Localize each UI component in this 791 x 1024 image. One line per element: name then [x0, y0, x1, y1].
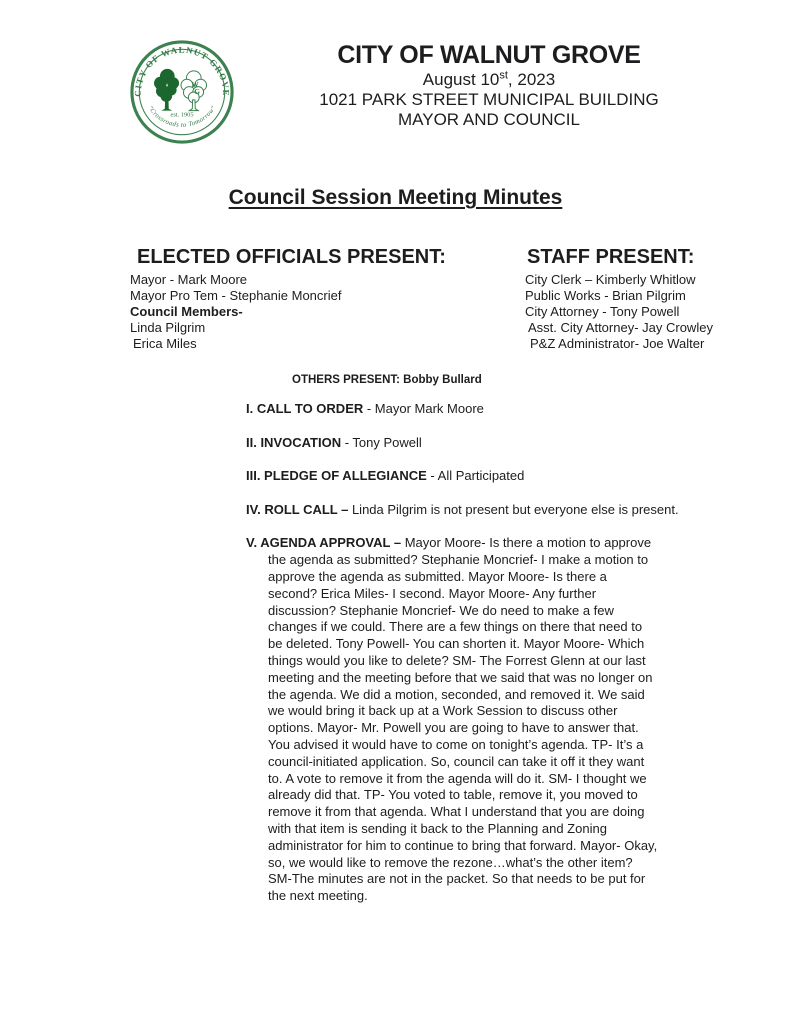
minutes-item-invocation: [246, 435, 658, 452]
date-suffix: , 2023: [507, 70, 556, 89]
minutes-item-call-to-order: [246, 401, 658, 418]
minutes-item-text: - Mayor Mark Moore: [363, 401, 484, 416]
letterhead-address: 1021 PARK STREET MUNICIPAL BUILDING: [319, 90, 659, 109]
seal-initial-g: G: [194, 86, 201, 96]
minutes-item-roll-call: [246, 501, 679, 519]
minutes-item-label: I. CALL TO ORDER: [246, 401, 364, 416]
staff-public-works-line: Public Works - Brian Pilgrim: [525, 288, 686, 303]
minutes-item-label: II. INVOCATION: [246, 434, 342, 450]
city-seal-logo: [128, 38, 236, 146]
staff-pz-admin-line: P&Z Administrator- Joe Walter: [530, 336, 705, 351]
minutes-item-label: IV. ROLL CALL –: [246, 501, 349, 517]
letterhead: [289, 40, 689, 130]
elected-officials-section: [130, 245, 446, 352]
staff-attorney-line: City Attorney - Tony Powell: [525, 304, 680, 319]
elected-officials-heading: ELECTED OFFICIALS PRESENT:: [137, 246, 446, 268]
council-members-label: Council Members-: [130, 304, 243, 319]
minutes-item-text: Linda Pilgrim is not present but everyone else is present.: [348, 501, 679, 517]
staff-asst-attorney-line: Asst. City Attorney- Jay Crowley: [528, 320, 713, 335]
date-prefix: August 10: [422, 70, 500, 89]
council-member-line: Linda Pilgrim: [130, 320, 206, 335]
letterhead-city-title: CITY OF WALNUT GROVE: [337, 41, 641, 69]
seal-est-text: est. 1905: [170, 111, 194, 119]
minutes-item-pledge: [246, 468, 658, 485]
staff-clerk-line: City Clerk – Kimberly Whitlow: [525, 272, 696, 287]
letterhead-org: MAYOR AND COUNCIL: [398, 110, 580, 129]
seal-arc-text-bottom: "Crossroads to Tomorrow": [146, 104, 218, 129]
minutes-item-text: - All Participated: [426, 468, 525, 484]
elected-mayor-line: Mayor - Mark Moore: [130, 272, 248, 287]
date-ordinal: st: [499, 69, 508, 82]
minutes-item-label: III. PLEDGE OF ALLEGIANCE: [246, 468, 427, 484]
document-title-text: Council Session Meeting Minutes: [228, 186, 563, 209]
seal-initial-w: W: [191, 80, 199, 90]
seal-arc-text-top: CITY OF WALNUT GROVE: [132, 44, 232, 97]
staff-present-section: [525, 245, 713, 352]
minutes-item-text: Mayor Moore- Is there a motion to approve the agenda as submitted? Stephanie Moncrief- I make a motion to approve the agenda as submitted. Mayor Moore- Is there a second? Erica Miles- I second. Mayor Moore- Any further discussion? Stephanie Moncrief- We do need to make a few changes if we could. There are a few things on there that need to be deleted. Tony Powell- You can shorten it. Mayor Moore- Which things would you like to delete? SM- The Forrest Glenn at our last meeting and the meeting before that we said that was no longer on the agenda. We did a motion, seconded, and removed it. We said we would bring it back up at a Work Session to discuss other options. Mayor- Mr. Powell you are going to have to answer that. You advised it would have to come on tonight’s agenda. TP- It’s a council-initiated application. So, council can take it off it they want to. A vote to remove it from the agenda will do it. SM- I thought we already did that. TP- You voted to table, remove it, you moved to remove it from that agenda. What I understand that you are doing with that item is sending it back to the Planning and Zoning administrator for him to continue to bring that forward. Mayor- Okay, so, we would like to remove the rezone…what’s the other item? SM-The minutes are not in the packet. So that needs to be put for the next meeting.: [268, 535, 658, 904]
letterhead-date: [289, 70, 689, 90]
document-title: [0, 186, 791, 210]
minutes-item-label: V. AGENDA APPROVAL –: [246, 535, 402, 551]
elected-mayor-pro-tem-line: Mayor Pro Tem - Stephanie Moncrief: [130, 288, 342, 303]
minutes-item-text: - Tony Powell: [341, 434, 422, 450]
city-seal-icon: [128, 38, 236, 146]
others-present-line: OTHERS PRESENT: Bobby Bullard: [292, 374, 482, 386]
minutes-items: [246, 401, 679, 905]
council-member-line: Erica Miles: [133, 336, 197, 351]
minutes-item-agenda-approval: [246, 535, 658, 905]
staff-present-heading: STAFF PRESENT:: [527, 246, 695, 268]
